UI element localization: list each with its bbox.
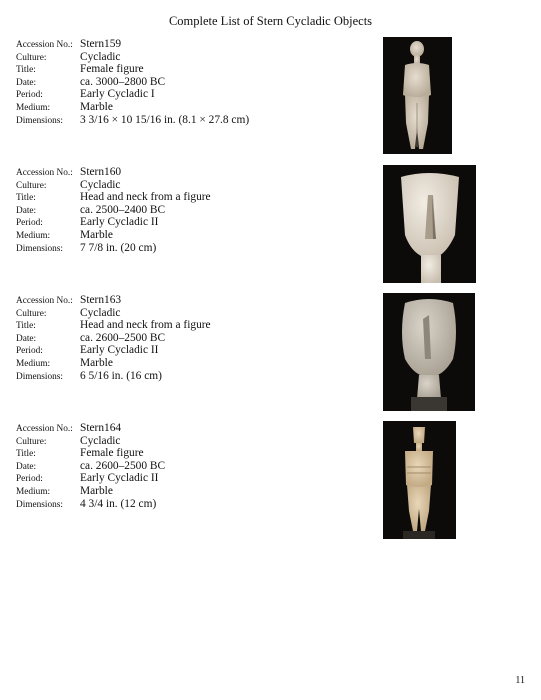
dimensions-label: Dimensions: (16, 371, 64, 382)
dimensions-value: 7 7/8 in. (20 cm) (80, 241, 157, 254)
accession-label: Accession No.: (16, 424, 73, 434)
title-row (16, 63, 376, 76)
period-value: Early Cycladic II (80, 344, 159, 357)
period-label: Period: (16, 90, 43, 101)
culture-row (16, 307, 376, 320)
medium-label: Medium: (16, 358, 51, 369)
date-value: ca. 2600–2500 BC (80, 331, 166, 344)
accession-row (16, 166, 376, 179)
culture-row (16, 179, 376, 192)
head-photo (383, 293, 475, 411)
period-value: Early Cycladic II (80, 472, 159, 485)
catalog-record (16, 38, 376, 126)
medium-label: Medium: (16, 230, 51, 241)
medium-row (16, 101, 376, 114)
culture-value: Cycladic (80, 434, 121, 447)
date-label: Date: (16, 333, 37, 344)
medium-label: Medium: (16, 102, 51, 113)
medium-value: Marble (80, 484, 113, 497)
date-row (16, 460, 376, 473)
period-label: Period: (16, 474, 43, 485)
catalog-record (16, 166, 376, 254)
culture-label: Culture: (16, 180, 47, 191)
title-value: Female figure (80, 447, 144, 460)
date-row (16, 332, 376, 345)
title-label: Title: (16, 193, 36, 204)
period-row (16, 216, 376, 229)
accession-row (16, 294, 376, 307)
dimensions-label: Dimensions: (16, 243, 64, 254)
date-label: Date: (16, 461, 37, 472)
accession-row (16, 422, 376, 435)
title-value: Female figure (80, 63, 144, 76)
period-label: Period: (16, 346, 43, 357)
culture-label: Culture: (16, 436, 47, 447)
title-row (16, 319, 376, 332)
accession-value: Stern160 (80, 166, 122, 178)
culture-row (16, 51, 376, 64)
culture-row (16, 435, 376, 448)
date-label: Date: (16, 205, 37, 216)
title-label: Title: (16, 321, 36, 332)
medium-row (16, 485, 376, 498)
accession-label: Accession No.: (16, 168, 73, 178)
date-label: Date: (16, 77, 37, 88)
title-label: Title: (16, 449, 36, 460)
period-row (16, 472, 376, 485)
medium-label: Medium: (16, 486, 51, 497)
dimensions-label: Dimensions: (16, 115, 64, 126)
dimensions-value: 3 3/16 × 10 15/16 in. (8.1 × 27.8 cm) (80, 113, 250, 126)
culture-label: Culture: (16, 52, 47, 63)
title-value: Head and neck from a figure (80, 191, 211, 204)
dimensions-row (16, 114, 376, 127)
accession-label: Accession No.: (16, 40, 73, 50)
medium-value: Marble (80, 100, 113, 113)
title-row (16, 191, 376, 204)
date-row (16, 204, 376, 217)
period-value: Early Cycladic I (80, 88, 155, 101)
catalog-record (16, 294, 376, 382)
page-number: 11 (515, 675, 525, 686)
accession-value: Stern164 (80, 422, 122, 434)
title-value: Head and neck from a figure (80, 319, 211, 332)
period-label: Period: (16, 218, 43, 229)
dimensions-row (16, 370, 376, 383)
dimensions-row (16, 498, 376, 511)
title-label: Title: (16, 65, 36, 76)
date-value: ca. 2600–2500 BC (80, 459, 166, 472)
page-title: Complete List of Stern Cycladic Objects (168, 14, 373, 28)
accession-label: Accession No.: (16, 296, 73, 306)
medium-value: Marble (80, 356, 113, 369)
culture-value: Cycladic (80, 306, 121, 319)
date-value: ca. 3000–2800 BC (80, 75, 166, 88)
dimensions-row (16, 242, 376, 255)
period-row (16, 344, 376, 357)
accession-row (16, 38, 376, 51)
title-row (16, 447, 376, 460)
date-row (16, 76, 376, 89)
dimensions-value: 6 5/16 in. (16 cm) (80, 369, 162, 382)
culture-label: Culture: (16, 308, 47, 319)
period-value: Early Cycladic II (80, 216, 159, 229)
accession-value: Stern163 (80, 294, 122, 306)
medium-row (16, 357, 376, 370)
catalog-record (16, 422, 376, 510)
female-figure-photo (383, 421, 456, 539)
head-photo (383, 165, 476, 283)
period-row (16, 88, 376, 101)
accession-value: Stern159 (80, 38, 122, 50)
dimensions-value: 4 3/4 in. (12 cm) (80, 497, 157, 510)
date-value: ca. 2500–2400 BC (80, 203, 166, 216)
medium-value: Marble (80, 228, 113, 241)
female-figure-photo (383, 37, 452, 154)
medium-row (16, 229, 376, 242)
culture-value: Cycladic (80, 178, 121, 191)
culture-value: Cycladic (80, 50, 121, 63)
dimensions-label: Dimensions: (16, 499, 64, 510)
